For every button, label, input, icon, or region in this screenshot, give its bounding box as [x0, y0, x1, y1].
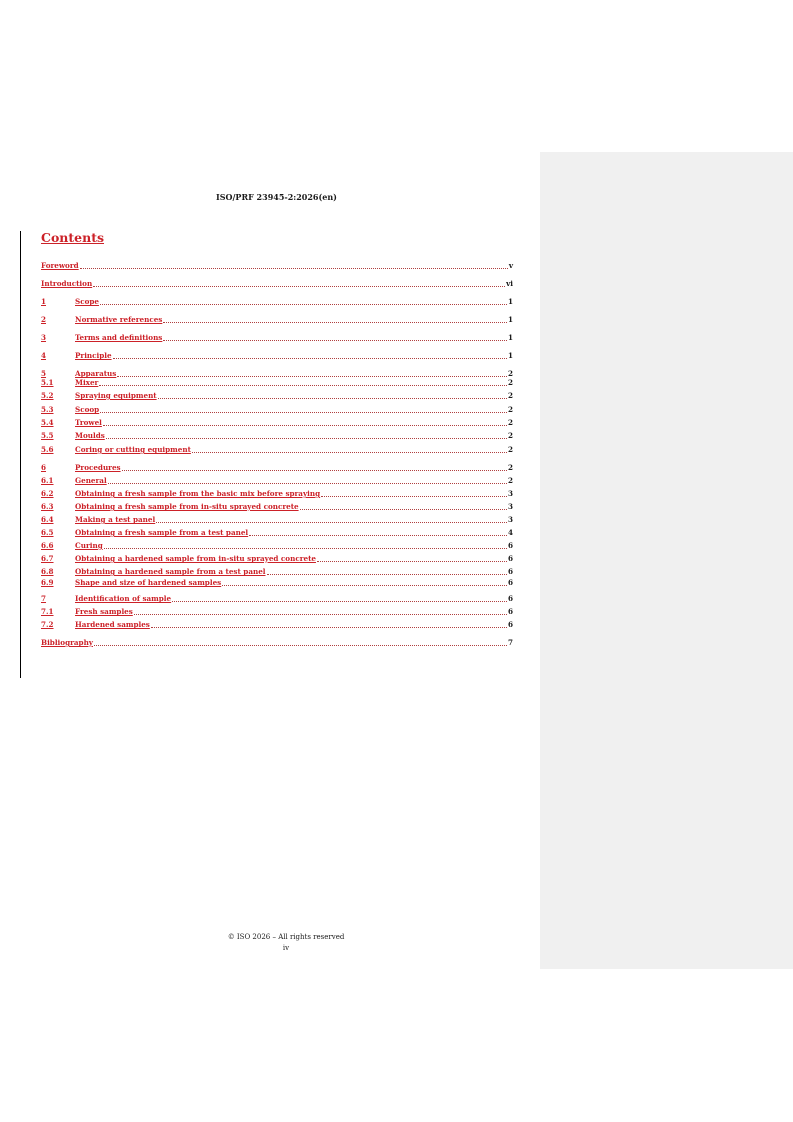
- toc-leader-dots: [156, 515, 507, 523]
- toc-entry-number: 6.8: [41, 567, 54, 576]
- toc-entry-number: 7.1: [41, 607, 54, 616]
- toc-leader-dots: [158, 391, 507, 399]
- toc-entry-page: 1: [507, 297, 513, 306]
- comment-pane: [540, 152, 793, 969]
- toc-entry-page: 6: [507, 607, 513, 616]
- toc-entry[interactable]: [41, 314, 513, 325]
- toc-leader-dots: [106, 431, 507, 439]
- toc-entry-title: Obtaining a fresh sample from the basic mix before spraying: [75, 489, 321, 498]
- toc-entry-title: Curing: [75, 541, 103, 550]
- toc-entry-page: 2: [507, 445, 513, 454]
- toc-entry[interactable]: [41, 404, 513, 415]
- toc-entry-number: 6.4: [41, 515, 54, 524]
- toc-entry[interactable]: [41, 606, 513, 617]
- toc-entry-page: 2: [507, 476, 513, 485]
- toc-entry[interactable]: [41, 377, 513, 388]
- toc-entry-page: 2: [507, 463, 513, 472]
- toc-entry-title: Scoop: [75, 405, 100, 414]
- toc-entry[interactable]: [41, 430, 513, 441]
- toc-entry-title: Shape and size of hardened samples: [75, 578, 222, 587]
- contents-heading: Contents: [41, 230, 105, 245]
- toc-entry-number: 7: [41, 594, 47, 603]
- toc-entry-page: vi: [506, 279, 513, 288]
- toc-entry[interactable]: [41, 462, 513, 473]
- toc-entry-title: Principle: [75, 351, 112, 360]
- toc-entry-page: 2: [507, 431, 513, 440]
- toc-entry-page: 7: [507, 638, 513, 647]
- toc-leader-dots: [93, 279, 505, 287]
- toc-entry-page: 2: [507, 391, 513, 400]
- toc-entry[interactable]: [41, 296, 513, 307]
- toc-entry-page: 2: [507, 378, 513, 387]
- document-header: ISO/PRF 23945-2:2026(en): [216, 192, 337, 202]
- toc-leader-dots: [100, 297, 507, 305]
- toc-entry-title: Trowel: [75, 418, 102, 427]
- toc-leader-dots: [317, 554, 507, 562]
- toc-entry-title: General: [75, 476, 107, 485]
- toc-leader-dots: [99, 378, 507, 386]
- toc-entry-title: Mixer: [75, 378, 99, 387]
- toc-entry[interactable]: [41, 417, 513, 428]
- toc-entry-title: Apparatus: [75, 369, 117, 378]
- toc-entry[interactable]: [41, 501, 513, 512]
- toc-entry-page: 6: [507, 567, 513, 576]
- toc-entry-page: 2: [507, 405, 513, 414]
- toc-entry-title: Normative references: [75, 315, 163, 324]
- toc-leader-dots: [163, 315, 507, 323]
- toc-entry-page: 1: [507, 333, 513, 342]
- toc-entry[interactable]: [41, 540, 513, 551]
- toc-entry-number: 3: [41, 333, 47, 342]
- toc-entry-number: 1: [41, 297, 47, 306]
- toc-leader-dots: [134, 607, 507, 615]
- toc-leader-dots: [192, 445, 507, 453]
- toc-entry[interactable]: [41, 488, 513, 499]
- page-footer: [41, 932, 531, 954]
- toc-leader-dots: [151, 620, 507, 628]
- toc-entry-page: 3: [507, 489, 513, 498]
- toc-entry[interactable]: [41, 577, 513, 588]
- toc-leader-dots: [100, 405, 507, 413]
- toc-leader-dots: [267, 567, 507, 575]
- toc-entry-title: Making a test panel: [75, 515, 156, 524]
- toc-entry-title: Hardened samples: [75, 620, 150, 629]
- toc-entry-title: Foreword: [41, 261, 79, 270]
- toc-entry[interactable]: [41, 332, 513, 343]
- toc-entry[interactable]: [41, 527, 513, 538]
- toc-entry-number: 5.2: [41, 391, 54, 400]
- toc-leader-dots: [113, 351, 507, 359]
- toc-entry-title: Terms and definitions: [75, 333, 163, 342]
- toc-entry[interactable]: [41, 553, 513, 564]
- toc-entry-number: 5.1: [41, 378, 54, 387]
- toc-leader-dots: [222, 578, 507, 586]
- toc-entry-number: 6.6: [41, 541, 54, 550]
- toc-entry-title: Obtaining a hardened sample from a test panel: [75, 567, 266, 576]
- toc-leader-dots: [104, 541, 507, 549]
- toc-entry-number: 5.3: [41, 405, 54, 414]
- toc-leader-dots: [108, 476, 507, 484]
- toc-entry-page: v: [508, 261, 513, 270]
- toc-entry[interactable]: [41, 637, 513, 648]
- toc-entry-title: Spraying equipment: [75, 391, 157, 400]
- toc-entry[interactable]: [41, 278, 513, 289]
- toc-entry-title: Scope: [75, 297, 99, 306]
- copyright-notice: © ISO 2026 – All rights reserved: [227, 933, 345, 941]
- toc-leader-dots: [172, 594, 507, 602]
- toc-entry-page: 1: [507, 315, 513, 324]
- toc-leader-dots: [117, 369, 507, 377]
- toc-leader-dots: [80, 261, 508, 269]
- toc-entry[interactable]: [41, 350, 513, 361]
- toc-entry-number: 6.2: [41, 489, 54, 498]
- toc-entry-title: Obtaining a fresh sample from in-situ sprayed concrete: [75, 502, 299, 511]
- toc-entry-page: 6: [507, 578, 513, 587]
- change-bar: [20, 231, 21, 678]
- toc-entry-page: 4: [507, 528, 513, 537]
- toc-entry-number: 5: [41, 369, 47, 378]
- toc-entry-page: 2: [507, 369, 513, 378]
- toc-entry-title: Procedures: [75, 463, 121, 472]
- toc-entry[interactable]: [41, 619, 513, 630]
- toc-entry-title: Introduction: [41, 279, 93, 288]
- page-number: iv: [282, 944, 290, 952]
- toc-entry-page: 2: [507, 418, 513, 427]
- toc-entry[interactable]: [41, 260, 513, 271]
- toc-entry-number: 4: [41, 351, 47, 360]
- toc-leader-dots: [163, 333, 507, 341]
- toc-entry-number: 5.5: [41, 431, 54, 440]
- toc-entry-title: Moulds: [75, 431, 105, 440]
- toc-entry-number: 7.2: [41, 620, 54, 629]
- toc-entry-number: 2: [41, 315, 47, 324]
- toc-entry-title: Coring or cutting equipment: [75, 445, 191, 454]
- toc-entry-page: 6: [507, 554, 513, 563]
- toc-leader-dots: [249, 528, 507, 536]
- toc-entry-number: 6.5: [41, 528, 54, 537]
- toc-leader-dots: [94, 638, 507, 646]
- toc-entry-page: 6: [507, 594, 513, 603]
- toc-entry-number: 6.3: [41, 502, 54, 511]
- toc-entry[interactable]: [41, 566, 513, 577]
- toc-leader-dots: [300, 502, 507, 510]
- toc-entry-page: 6: [507, 620, 513, 629]
- toc-entry-page: 3: [507, 502, 513, 511]
- toc-entry-page: 3: [507, 515, 513, 524]
- toc-entry-page: 6: [507, 541, 513, 550]
- toc-entry[interactable]: [41, 390, 513, 401]
- toc-leader-dots: [122, 463, 507, 471]
- toc-leader-dots: [321, 489, 507, 497]
- toc-entry[interactable]: [41, 444, 513, 455]
- toc-entry[interactable]: [41, 593, 513, 604]
- toc-entry-number: 5.4: [41, 418, 54, 427]
- toc-entry-title: Identification of sample: [75, 594, 172, 603]
- toc-entry-title: Obtaining a fresh sample from a test panel: [75, 528, 249, 537]
- toc-entry-number: 6.7: [41, 554, 54, 563]
- toc-entry-number: 5.6: [41, 445, 54, 454]
- toc-entry[interactable]: [41, 514, 513, 525]
- toc-leader-dots: [103, 418, 507, 426]
- toc-entry-title: Bibliography: [41, 638, 93, 647]
- toc-entry[interactable]: [41, 475, 513, 486]
- toc-entry-number: 6.1: [41, 476, 54, 485]
- toc-entry-number: 6: [41, 463, 47, 472]
- toc-entry-title: Obtaining a hardened sample from in-situ sprayed concrete: [75, 554, 316, 563]
- toc-entry-page: 1: [507, 351, 513, 360]
- toc-entry-number: 6.9: [41, 578, 54, 587]
- toc-entry-title: Fresh samples: [75, 607, 133, 616]
